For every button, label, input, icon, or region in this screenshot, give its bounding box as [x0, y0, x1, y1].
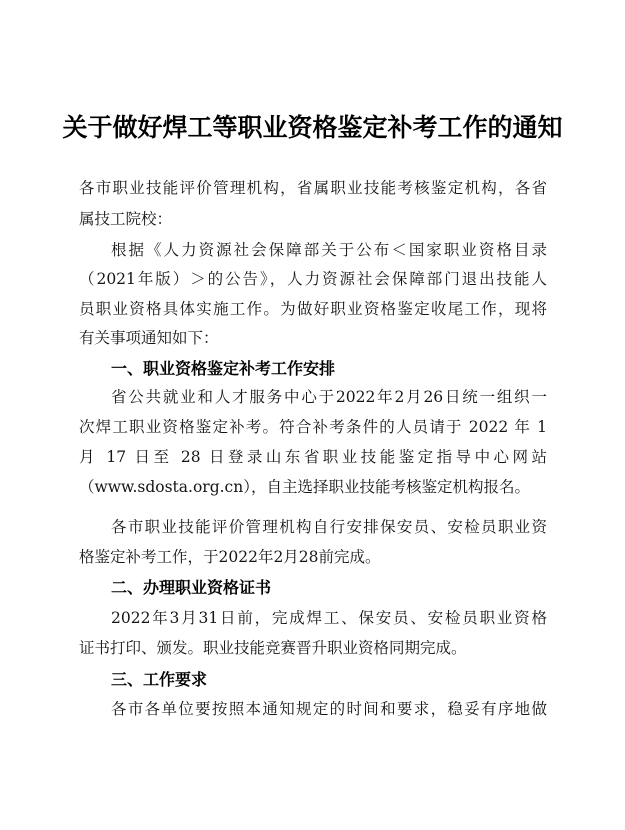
section3-para1-line-1: 各市各单位要按照本通知规定的时间和要求，稳妥有序地做 — [111, 700, 547, 718]
intro-line-2: （2021年版）＞的公告》，人力资源社会保障部门退出技能人 — [79, 270, 547, 288]
salutation-line-2: 属技工院校： — [79, 210, 173, 228]
section1-para1-line-4: （www.sdosta.org.cn），自主选择职业技能考核鉴定机构报名。 — [79, 478, 530, 496]
section1-para1-line-1: 省公共就业和人才服务中心于2022年2月26日统一组织一 — [111, 388, 547, 406]
intro-line-4: 有关事项通知如下： — [79, 329, 219, 347]
section1-para1-line-3: 月 17 日至 28 日登录山东省职业技能鉴定指导中心网站 — [79, 448, 547, 466]
intro-line-1: 根据《人力资源社会保障部关于公布＜国家职业资格目录 — [111, 241, 547, 259]
section1-para2-line-2: 格鉴定补考工作，于2022年2月28前完成。 — [79, 548, 381, 566]
section1-para2-line-1: 各市职业技能评价管理机构自行安排保安员、安检员职业资 — [111, 518, 547, 536]
section2-para1-line-1: 2022年3月31日前，完成焊工、保安员、安检员职业资格 — [111, 609, 547, 627]
section-heading-1: 一、职业资格鉴定补考工作安排 — [111, 359, 336, 378]
section-heading-2: 二、办理职业资格证书 — [111, 578, 272, 597]
section-heading-3: 三、工作要求 — [111, 670, 208, 689]
salutation-line-1: 各市职业技能评价管理机构，省属职业技能考核鉴定机构，各省 — [79, 179, 547, 197]
section1-para1-line-2: 次焊工职业资格鉴定补考。符合补考条件的人员请于 2022 年 1 — [79, 418, 547, 436]
page-title: 关于做好焊工等职业资格鉴定补考工作的通知 — [62, 113, 563, 142]
section2-para1-line-2: 证书打印、颁发。职业技能竞赛晋升职业资格同期完成。 — [79, 639, 467, 657]
intro-line-3: 员职业资格具体实施工作。为做好职业资格鉴定收尾工作，现将 — [79, 300, 547, 318]
